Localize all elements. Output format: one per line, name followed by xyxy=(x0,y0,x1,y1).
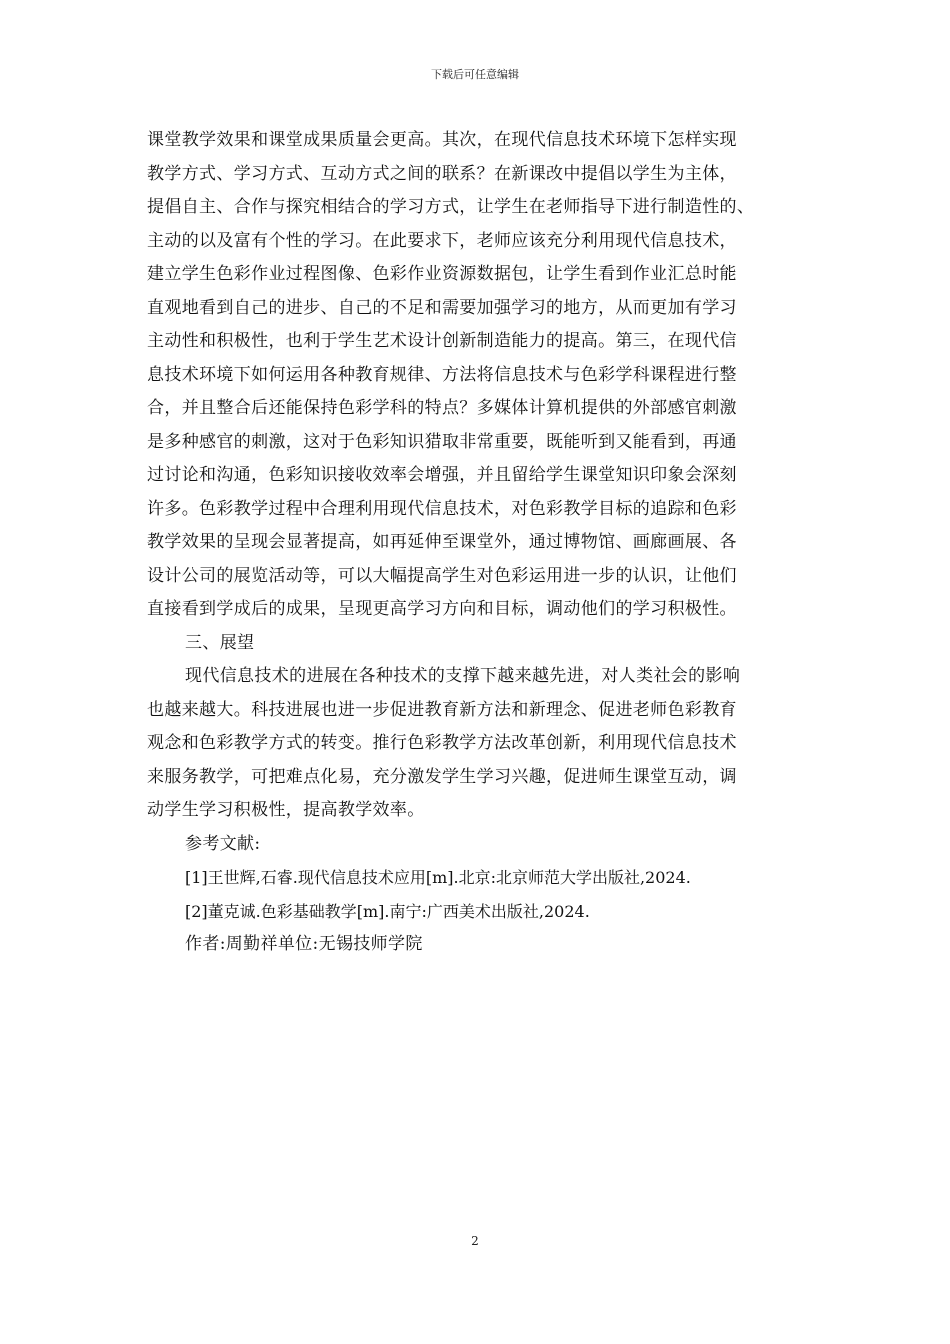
body-line: 过讨论和沟通，色彩知识接收效率会增强，并且留给学生课堂知识印象会深刻 xyxy=(147,465,737,485)
outlook-line: 动学生学习积极性，提高教学效率。 xyxy=(147,800,425,820)
page-header: 下载后可任意编辑 xyxy=(431,68,519,81)
body-line: 课堂教学效果和课堂成果质量会更高。其次，在现代信息技术环境下怎样实现 xyxy=(147,130,737,150)
outlook-line: 来服务教学，可把难点化易，充分激发学生学习兴趣，促进师生课堂互动，调 xyxy=(147,766,737,787)
body-line: 是多种感官的刺激，这对于色彩知识猎取非常重要，既能听到又能看到，再通 xyxy=(147,431,737,452)
body-line: 教学方式、学习方式、互动方式之间的联系？在新课改中提倡以学生为主体， xyxy=(147,163,737,184)
body-line: 息技术环境下如何运用各种教育规律、方法将信息技术与色彩学科课程进行整 xyxy=(147,364,737,385)
body-line: 直观地看到自己的进步、自己的不足和需要加强学习的地方，从而更加有学习 xyxy=(147,297,737,318)
reference-item: [1]王世辉,石睿.现代信息技术应用[m].北京:北京师范大学出版社,2024. xyxy=(185,868,691,887)
body-line: 合，并且整合后还能保持色彩学科的特点？多媒体计算机提供的外部感官刺激 xyxy=(147,398,737,418)
body-line: 建立学生色彩作业过程图像、色彩作业资源数据包，让学生看到作业汇总时能 xyxy=(147,264,737,284)
body-line: 教学效果的呈现会显著提高，如再延伸至课堂外，通过博物馆、画廊画展、各 xyxy=(147,532,737,552)
reference-item: [2]董克诚.色彩基础教学[m].南宁:广西美术出版社,2024. xyxy=(185,901,590,921)
body-line: 设计公司的展览活动等，可以大幅提高学生对色彩运用进一步的认识，让他们 xyxy=(147,565,737,586)
outlook-line: 现代信息技术的进展在各种技术的支撑下越来越先进，对人类社会的影响 xyxy=(185,666,741,686)
page-number: 2 xyxy=(471,1234,479,1248)
references-heading: 参考文献: xyxy=(185,833,261,854)
body-line: 直接看到学成后的成果，呈现更高学习方向和目标，调动他们的学习积极性。 xyxy=(147,599,737,619)
body-line: 主动性和积极性，也利于学生艺术设计创新制造能力的提高。第三，在现代信 xyxy=(147,331,737,351)
body-line: 主动的以及富有个性的学习。在此要求下，老师应该充分利用现代信息技术， xyxy=(147,230,737,251)
outlook-line: 观念和色彩教学方式的转变。推行色彩教学方法改革创新，利用现代信息技术 xyxy=(147,733,737,753)
body-line: 许多。色彩教学过程中合理利用现代信息技术，对色彩教学目标的追踪和色彩 xyxy=(147,498,737,519)
body-line: 提倡自主、合作与探究相结合的学习方式，让学生在老师指导下进行制造性的、 xyxy=(147,197,755,217)
outlook-line: 也越来越大。科技进展也进一步促进教育新方法和新理念、促进老师色彩教育 xyxy=(147,699,737,720)
author-info: 作者:周勤祥单位:无锡技师学院 xyxy=(185,934,423,954)
document-body xyxy=(147,124,812,962)
section-heading: 三、展望 xyxy=(185,632,255,653)
